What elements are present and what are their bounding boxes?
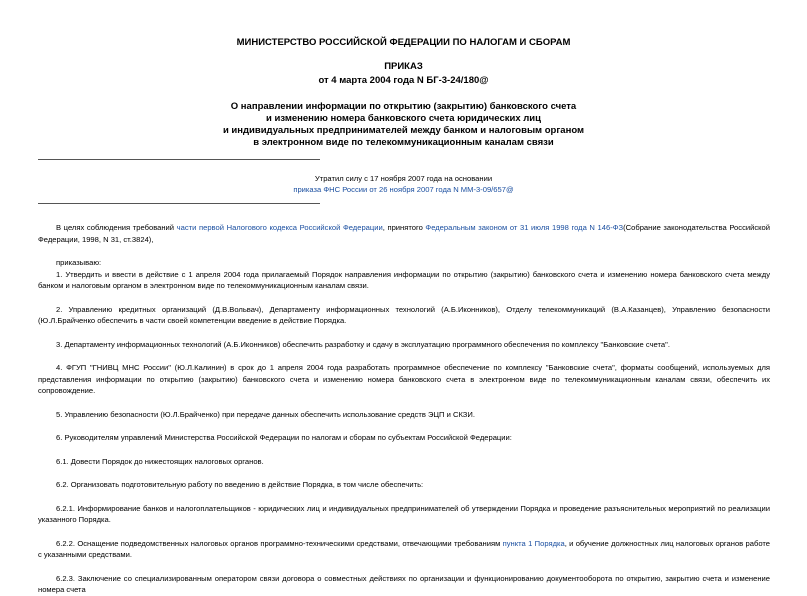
order-date-number: от 4 марта 2004 года N БГ-3-24/180@ <box>318 75 489 86</box>
federal-law-link[interactable]: Федеральным законом от 31 июля 1998 года N 146-ФЗ <box>425 223 624 232</box>
text-run: 6.2.2. Оснащение подведомственных налоговых органов программно-техническими средствами, отвечающими требованиям <box>56 538 503 548</box>
document-body <box>38 222 770 596</box>
paragraph-6-2-3: 6.2.3. Заключение со специализированным оператором связи договора о совместных действиях по организации и функционированию документооборота по открытию, закрытию счета и изменение номера счета <box>38 573 770 594</box>
subject-line: в электронном виде по телекоммуникационным каналам связи <box>253 137 554 148</box>
paragraph-6-1: 6.1. Довести Порядок до нижестоящих налоговых органов. <box>56 456 264 466</box>
intro-paragraph <box>38 222 770 245</box>
repeal-order-link[interactable]: приказа ФНС России от 26 ноября 2007 года N ММ-3-09/657@ <box>293 185 514 194</box>
ministry-title: МИНИСТЕРСТВО РОССИЙСКОЙ ФЕДЕРАЦИИ ПО НАЛОГАМ И СБОРАМ <box>236 37 571 48</box>
procedure-point-link[interactable]: пункта 1 Порядка <box>502 538 565 548</box>
doc-type-heading: ПРИКАЗ <box>384 61 423 72</box>
tax-code-link[interactable]: части первой Налогового кодекса Российской Федерации <box>176 223 383 232</box>
paragraph-6-2-2 <box>38 538 770 561</box>
order-subject <box>0 101 807 149</box>
subject-line: и индивидуальных предпринимателей между банком и налоговым органом <box>222 125 585 136</box>
paragraph-5: 5. Управлению безопасности (Ю.Л.Брайченко) при передаче данных обеспечить использование средств ЭЦП и СКЗИ. <box>56 409 475 419</box>
paragraph-1: 1. Утвердить и ввести в действие с 1 апреля 2004 года прилагаемый Порядок направления информации по открытию (закрытию) банковского счета и изменению номера банковского счета между банком и налоговым органом в электронном виде по телекоммуникационным каналам связи. <box>38 269 770 290</box>
paragraph-3: 3. Департаменту информационных технологий (А.Б.Иконников) обеспечить разработку и сдачу в эксплуатацию программного обеспечения по комплексу "Банковские счета". <box>56 339 670 349</box>
text-run: , принятого <box>382 223 426 232</box>
divider <box>38 203 320 204</box>
paragraph-6-2-1: 6.2.1. Информирование банков и налогоплательщиков - юридических лиц и индивидуальных предпринимателей об утверждении Порядка и проведение разъяснительных мероприятий по реализации указанного Порядка. <box>38 503 770 524</box>
divider <box>38 159 320 160</box>
paragraph-6: 6. Руководителям управлений Министерства Российской Федерации по налогам и сборам по субъектам Российской Федерации: <box>56 433 512 442</box>
subject-line: и изменению номера банковского счета юридических лиц <box>266 113 541 124</box>
paragraph-4: 4. ФГУП "ГНИВЦ МНС России" (Ю.Л.Калинин) в срок до 1 апреля 2004 года разработать программное обеспечение по комплексу "Банковские счета", форматы сообщений, используемых для представления информации по открытию (закрытию) банковского счета и изменению номера банковского счета в электронном виде по телекоммуникационным каналам связи, обеспечить их сопровождение. <box>38 363 770 395</box>
paragraph-2: 2. Управлению кредитных организаций (Д.В.Вольвач), Департаменту информационных технологий (А.Б.Иконников), Отделу телекоммуникаций (В.А.Казанцев), Управлению безопасности (Ю.Л.Брайченко обеспечить в части своей компетенции введение в действие Порядка. <box>38 304 770 325</box>
text-run: , и обучение должностных лиц налоговых органов работе с указанными средствами. <box>38 538 770 559</box>
text-run: (Собрание законодательства Российской Федерации, 1998, N 31, ст.3824), <box>38 223 771 244</box>
subject-line: О направлении информации по открытию (закрытию) банковского счета <box>230 101 577 112</box>
paragraph-6-2: 6.2. Организовать подготовительную работу по введению в действие Порядка, в том числе обеспечить: <box>56 480 424 489</box>
text-run: В целях соблюдения требований <box>56 223 177 232</box>
status-note: Утратил силу с 17 ноября 2007 года на основании <box>314 174 493 183</box>
order-word: приказываю: <box>56 258 102 267</box>
status-note-line <box>0 184 807 196</box>
